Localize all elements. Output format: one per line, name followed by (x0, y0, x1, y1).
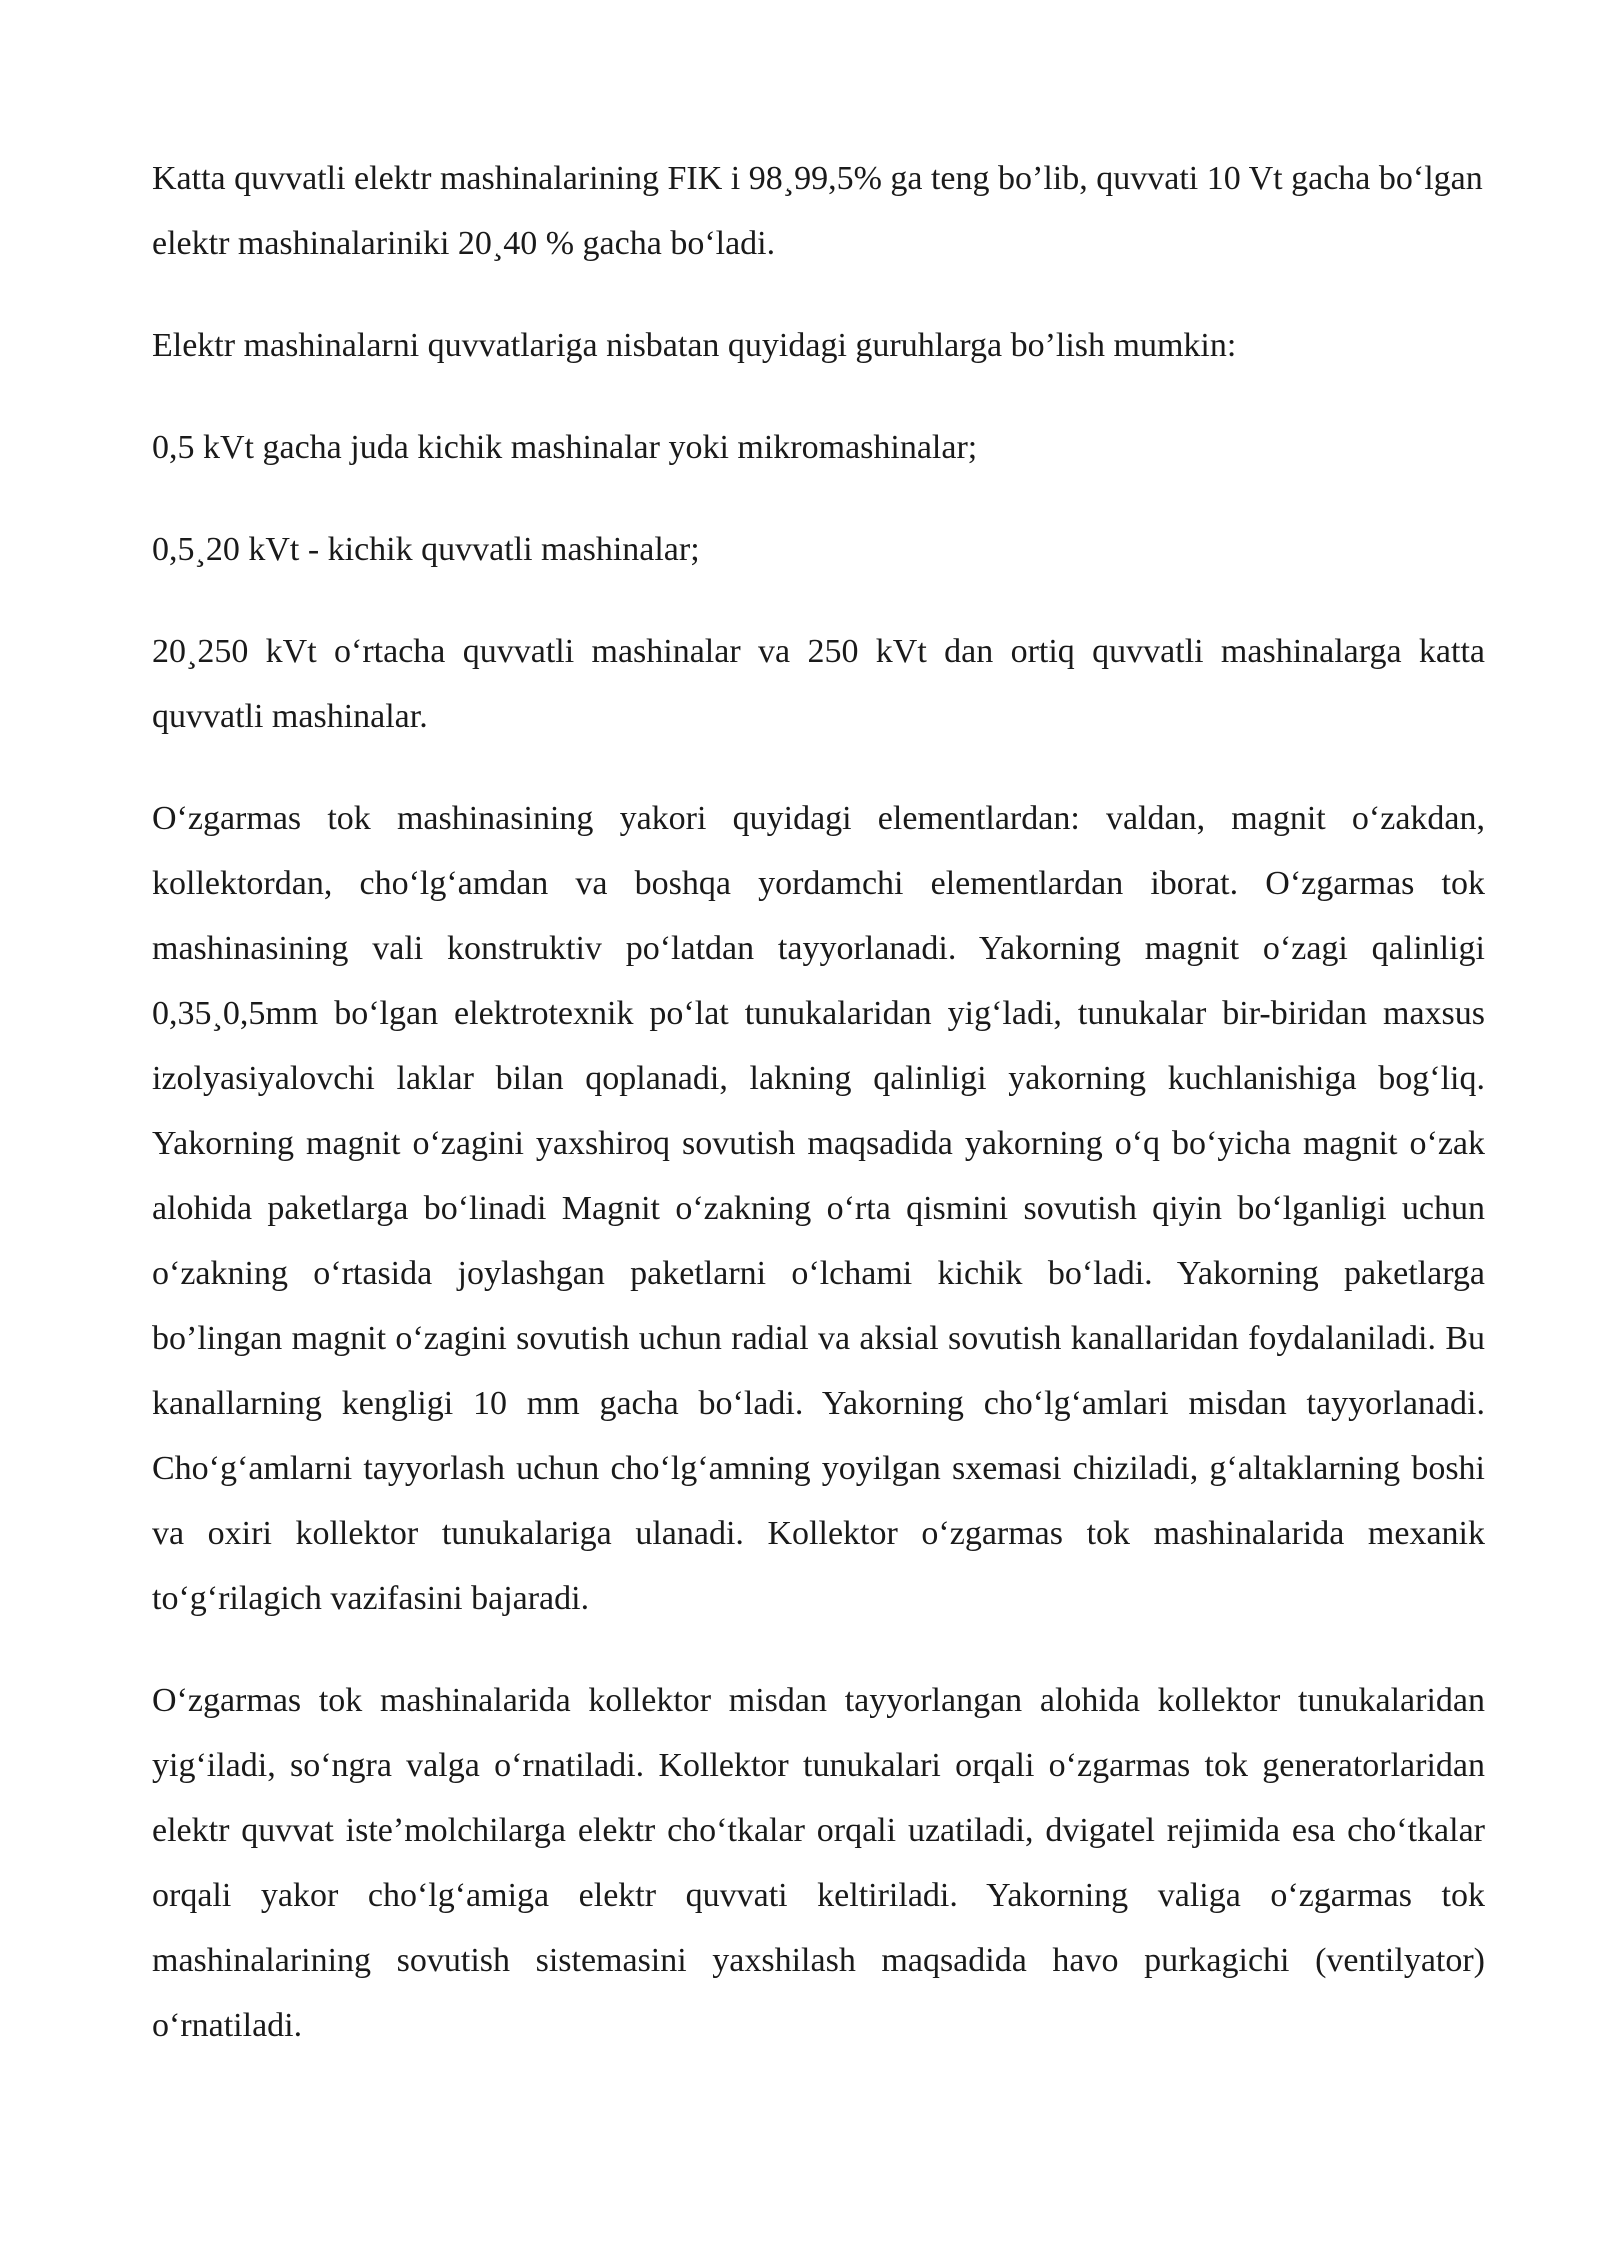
paragraph-micromachines: 0,5 kVt gacha juda kichik mashinalar yoki mikromashinalar; (152, 429, 978, 466)
paragraph-medium-large-power: 20¸250 kVt oʻrtacha quvvatli mashinalar va 250 kVt dan ortiq quvvatli mashinalarga katta quvvatli mashinalar. (152, 633, 1485, 735)
paragraph-armature-elements: Oʻzgarmas tok mashinasining yakori quyidagi elementlardan: valdan, magnit oʻzakdan, kollektordan, choʻlgʻamdan va boshqa yordamchi elementlardan iborat. Oʻzgarmas tok mashinasining vali konstruktiv poʻlatdan tayyorlanadi. Yakorning magnit oʻzagi qalinligi 0,35¸0,5mm boʻlgan elektrotexnik poʻlat tunukalaridan yigʻladi, tunukalar bir-biridan maxsus izolyasiyalovchi laklar bilan qoplanadi, lakning qalinligi yakorning kuchlanishiga bogʻliq. Yakorning magnit oʻzagini yaxshiroq sovutish maqsadida yakorning oʻq boʻyicha magnit oʻzak alohida paketlarga boʻlinadi Magnit oʻzakning oʻrta qismini sovutish qiyin boʻlganligi uchun oʻzakning oʻrtasida joylashgan paketlarni oʻlchami kichik boʻladi. Yakorning paketlarga bo’lingan magnit oʻzagini sovutish uchun radial va aksial sovutish kanallaridan foydalaniladi. Bu kanallarning kengligi 10 mm gacha boʻladi. Yakorning choʻlgʻamlari misdan tayyorlanadi. Choʻgʻamlarni tayyorlash uchun choʻlgʻamning yoyilgan sxemasi chiziladi, gʻaltaklarning boshi va oxiri kollektor tunukalariga ulanadi. Kollektor oʻzgarmas tok mashinalarida mexanik toʻgʻrilagich vazifasini bajaradi. (152, 800, 1485, 1617)
document-page (152, 146, 1485, 2095)
paragraph-efficiency: Katta quvvatli elektr mashinalarining FIK i 98¸99,5% ga teng bo’lib, quvvati 10 Vt gacha boʻlgan elektr mashinalariniki 20¸40 % gacha boʻladi. (152, 160, 1483, 262)
paragraph-collector: Oʻzgarmas tok mashinalarida kollektor misdan tayyorlangan alohida kollektor tunukalaridan yigʻiladi, soʻngra valga oʻrnatiladi. Kollektor tunukalari orqali oʻzgarmas tok generatorlaridan elektr quvvat isteʼmolchilarga elektr choʻtkalar orqali uzatiladi, dvigatel rejimida esa choʻtkalar orqali yakor choʻlgʻamiga elektr quvvati keltiriladi. Yakorning valiga oʻzgarmas tok mashinalarining sovutish sistemasini yaxshilash maqsadida havo purkagichi (ventilyator) oʻrnatiladi. (152, 1682, 1485, 2044)
paragraph-power-groups-intro: Elektr mashinalarni quvvatlariga nisbatan quyidagi guruhlarga bo’lish mumkin: (152, 327, 1237, 364)
paragraph-small-power: 0,5¸20 kVt - kichik quvvatli mashinalar; (152, 531, 700, 568)
